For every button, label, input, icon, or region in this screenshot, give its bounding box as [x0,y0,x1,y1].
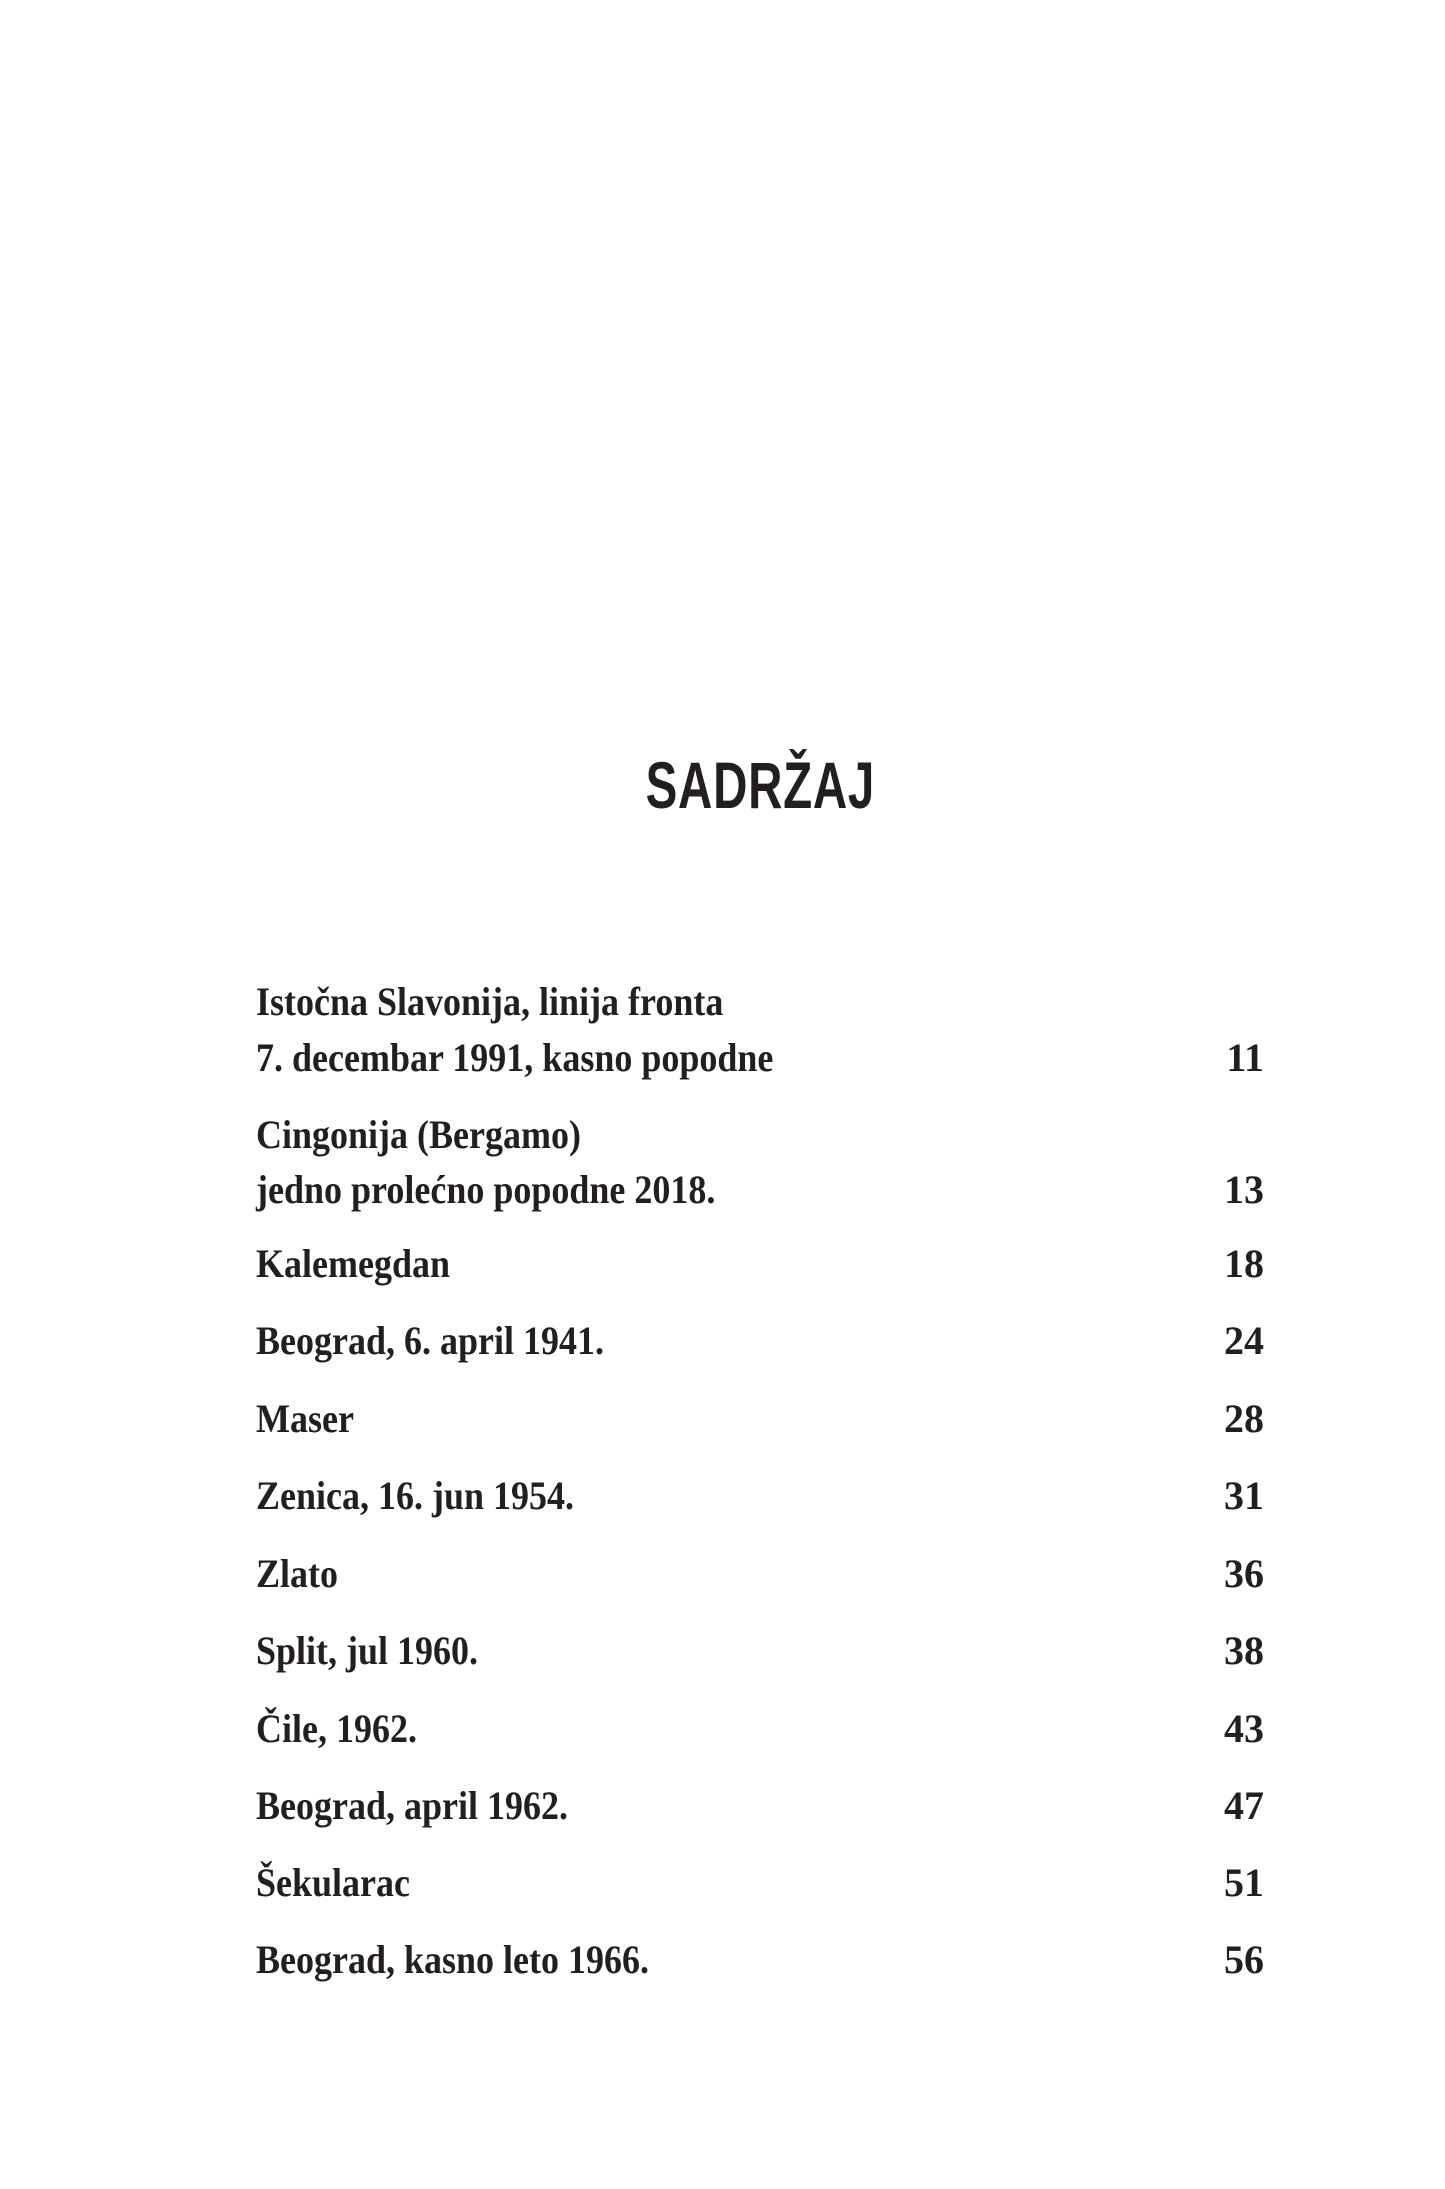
toc-entry-title-line: Beograd, kasno leto 1966. [256,1937,650,1982]
toc-entry-title-line: Kalemegdan [256,1241,450,1286]
toc-entry-title-line: Maser [256,1396,354,1441]
toc-entry-page-number: 36 [1224,1551,1264,1596]
toc-entry-page-number: 18 [1224,1241,1264,1286]
toc-entry-title-line: Zenica, 16. jun 1954. [256,1473,575,1518]
toc-entry-page-number: 43 [1224,1706,1264,1751]
toc-entry-title-line: jedno prolećno popodne 2018. [256,1167,716,1212]
page-title [256,748,1264,823]
toc-entry-title-line: Zlato [256,1551,339,1596]
toc-entry-title-line: Cingonija (Bergamo) [256,1112,581,1157]
toc-entry-page-number: 47 [1224,1783,1264,1828]
toc-entry-title-line: 7. decembar 1991, kasno popodne [256,1035,774,1080]
toc-entry-page-number: 56 [1224,1937,1264,1982]
toc-entry-page-number: 51 [1224,1860,1264,1905]
toc-entry-title-line: Šekularac [256,1860,411,1905]
toc-entry-page-number: 28 [1224,1396,1264,1441]
page-title-text: SADRŽAJ [645,748,875,823]
toc-entry-title-line: Beograd, 6. april 1941. [256,1318,605,1363]
toc-entry-page-number: 24 [1224,1318,1264,1363]
toc-entry-page-number: 13 [1224,1167,1264,1212]
toc-entry-title-line: Beograd, april 1962. [256,1783,569,1828]
toc-entry-page-number: 11 [1226,1035,1264,1080]
toc-entry-title-line: Čile, 1962. [256,1706,417,1751]
toc-entry-title-line: Istočna Slavonija, linija fronta [256,979,724,1024]
toc-entry-page-number: 38 [1224,1628,1264,1673]
toc-entry-title-line: Split, jul 1960. [256,1628,479,1673]
toc-entry-page-number: 31 [1224,1473,1264,1518]
